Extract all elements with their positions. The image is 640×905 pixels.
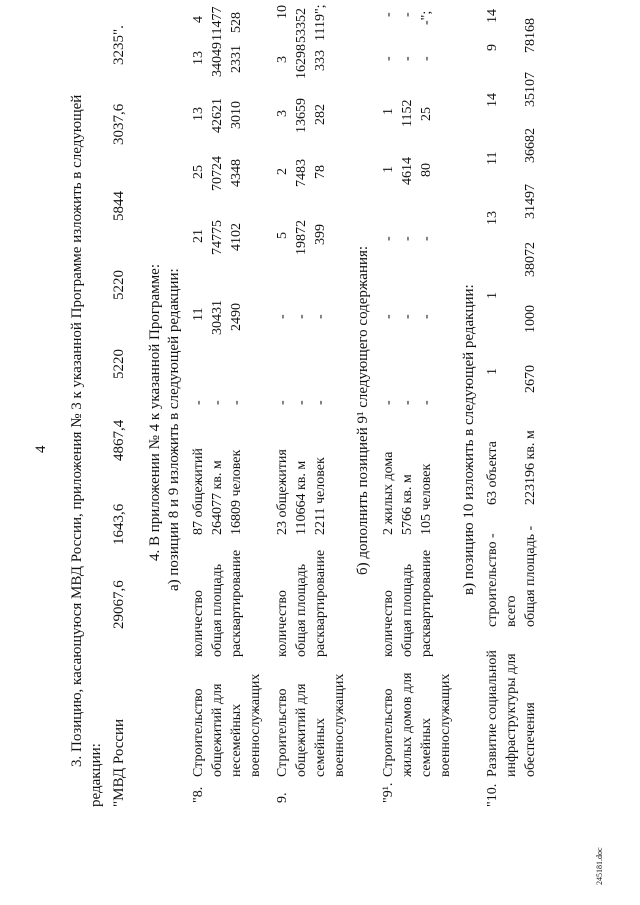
pos10-2004-1: 13 [485,211,500,225]
pos9-total-1: 23 общежития [275,449,290,535]
pos9-1-2004-3: - [419,236,434,241]
pos9-1-2006-2: 1152 [400,99,415,127]
mvd-row-2008: 3235". [111,25,127,65]
mvd-row-total: 29067,6 [111,580,127,629]
pos8-ind-3: расквартирование [229,549,244,657]
pos9-2004-1: 5 [275,232,290,239]
pos9-1-2005-3: 80 [419,163,434,177]
pos10-2002-1: 1 [485,368,500,375]
pos9-total-3: 2211 человек [313,457,328,535]
pos9-1-2002-1: - [381,400,396,405]
pos9-2006-1: 3 [275,110,290,117]
pos9-2008-1: 10 [275,5,290,19]
pos8-2003-3: 2490 [229,303,244,331]
pos10-ind-1: строительство - [485,533,500,627]
pos9-1-2003-3: - [419,314,434,319]
pos8-2002-2: - [210,400,225,405]
para3-line2: редакции: [88,743,104,807]
pos9-1-2005-1: 1 [381,166,396,173]
pos9-1-total-1: 2 жилых дома [381,451,396,535]
pos8-2006-3: 3010 [229,101,244,129]
pos10-2005-2: 31497 [523,184,538,219]
pos9-2003-2: - [294,314,309,319]
pos10-number: "10. [485,783,500,807]
pos10-2006-1: 14 [485,93,500,107]
pos9-1-2005-2: 4614 [400,157,415,185]
pos8-2007-2: 34049 [210,42,225,77]
pos9-2004-3: 399 [313,224,328,245]
mvd-row-2004: 5220 [111,349,127,379]
pos9-1-2004-1: - [381,236,396,241]
pos9-2007-2: 16298 [294,44,309,79]
pos9-1-2002-2: - [400,400,415,405]
pos9-total-2: 110664 кв. м [294,460,309,535]
pos10-2007-1: 9 [485,44,500,51]
para4-sub-b: б) дополнить позицией 9¹ следующего содержания: [355,245,371,575]
pos8-2005-3: 4348 [229,159,244,187]
pos9-2002-3: - [313,400,328,405]
page-number: 4 [33,445,49,453]
pos9-1-desc-1: Строительство [381,688,396,777]
pos9-1-2007-2: - [400,56,415,61]
pos8-2006-2: 42621 [210,98,225,133]
pos8-total-2: 264077 кв. м [210,460,225,535]
pos9-2005-2: 7483 [294,159,309,187]
para4-sub-c: в) позицию 10 изложить в следующей редакции: [461,284,477,595]
pos9-2002-2: - [294,400,309,405]
para4-sub-a: а) позиции 8 и 9 изложить в следующей редакции: [166,268,182,591]
pos9-ind-1: количество [275,590,290,657]
pos9-1-2004-2: - [400,236,415,241]
para4-heading: 4. В приложении № 4 к указанной Программе: [147,263,163,561]
pos8-2006-1: 13 [191,107,206,121]
pos10-2008-2: 78168 [523,18,538,53]
pos8-desc-1: Строительство [191,688,206,777]
pos9-1-desc-4: военнослужащих [438,673,453,777]
pos9-1-total-2: 5766 кв. м [400,474,415,535]
pos8-2008-2: 11477 [210,6,225,41]
pos9-2008-3: 1119"; [313,4,328,41]
pos9-1-ind-1: количество [381,590,396,657]
pos8-2004-1: 21 [191,229,206,243]
pos10-2003-2: 1000 [523,305,538,333]
pos8-total-1: 87 общежитий [191,448,206,535]
pos8-2002-1: - [191,400,206,405]
pos9-1-2007-3: - [419,56,434,61]
pos9-1-ind-2: общая площадь [400,563,415,657]
pos8-2002-3: - [229,400,244,405]
pos10-2003-1: 1 [485,292,500,299]
pos9-1-2008-2: - [400,12,415,17]
pos8-2003-2: 30431 [210,300,225,335]
pos8-2008-3: 528 [229,12,244,33]
para3-line1: 3. Позицию, касающуюся МВД России, приложения № 3 к указанной Программе изложить в следующей [69,94,85,767]
pos9-2002-1: - [275,400,290,405]
pos9-1-ind-3: расквартирование [419,549,434,657]
pos9-2003-1: - [275,314,290,319]
pos10-2006-2: 36682 [523,128,538,163]
pos10-desc-3: обеспечения [523,702,538,777]
mvd-row-2006: 5844 [111,191,127,221]
pos9-2008-2: 53352 [294,8,309,43]
pos10-desc-2: инфраструктуры для [504,653,519,777]
pos8-2007-3: 2331 [229,45,244,73]
pos8-number: "8. [191,786,206,803]
pos9-number: 9. [275,792,290,803]
pos8-ind-2: общая площадь [210,563,225,657]
document-code: 245181.doc [595,847,604,885]
pos9-1-desc-2: жилых домов для [400,672,415,777]
pos8-desc-2: общежитий для [210,683,225,777]
pos9-1-2002-3: - [419,400,434,405]
pos9-desc-1: Строительство [275,688,290,777]
pos10-2008-1: 14 [485,9,500,23]
pos10-total-1: 63 объекта [485,441,500,505]
mvd-row-2005: 5220 [111,270,127,300]
pos9-1-total-3: 105 человек [419,463,434,535]
pos8-total-3: 16809 человек [229,449,244,535]
pos8-2004-2: 74775 [210,220,225,255]
pos10-2004-2: 38072 [523,242,538,277]
pos10-total-2: 223196 кв. м [523,430,538,505]
pos10-2005-1: 11 [485,151,500,165]
pos10-2002-2: 2670 [523,365,538,393]
pos9-1-desc-3: семейных [419,717,434,777]
pos8-2005-1: 25 [191,165,206,179]
pos9-ind-2: общая площадь [294,563,309,657]
pos9-desc-3: семейных [313,717,328,777]
pos8-2008-1: 4 [191,16,206,23]
pos9-2006-2: 13659 [294,98,309,133]
pos10-2007-2: 35107 [523,72,538,107]
pos9-desc-4: военнослужащих [332,673,347,777]
pos10-desc-1: Развитие социальной [485,650,500,777]
pos9-2005-1: 2 [275,168,290,175]
pos10-ind-3: общая площадь - [523,525,538,627]
pos9-1-2006-3: 25 [419,107,434,121]
pos9-ind-3: расквартирование [313,549,328,657]
pos9-1-number: "9¹. [381,782,396,803]
pos9-2007-3: 333 [313,50,328,71]
mvd-row-2003: 4867,4 [111,419,127,461]
pos9-2006-3: 282 [313,104,328,125]
mvd-row-2007: 3037,6 [111,103,127,145]
pos9-desc-2: общежитий для [294,683,309,777]
pos8-2003-1: 11 [191,307,206,321]
pos9-1-2003-1: - [381,314,396,319]
pos9-1-2007-1: - [381,56,396,61]
mvd-row-label: "МВД России [111,718,127,807]
pos9-2007-1: 3 [275,56,290,63]
pos8-2004-3: 4102 [229,223,244,251]
mvd-row-2002: 1643,6 [111,503,127,545]
pos9-1-2006-1: 1 [381,108,396,115]
pos10-ind-2: всего [504,595,519,627]
pos9-1-2008-3: -"; [419,10,434,25]
pos9-2003-3: - [313,314,328,319]
pos8-2007-1: 13 [191,51,206,65]
pos8-ind-1: количество [191,590,206,657]
pos9-2004-2: 19872 [294,220,309,255]
pos9-1-2008-1: - [381,12,396,17]
pos8-desc-3: несемейных [229,703,244,777]
pos9-1-2003-2: - [400,314,415,319]
pos8-desc-4: военнослужащих [248,673,263,777]
pos8-2005-2: 70724 [210,156,225,191]
pos9-2005-3: 78 [313,165,328,179]
